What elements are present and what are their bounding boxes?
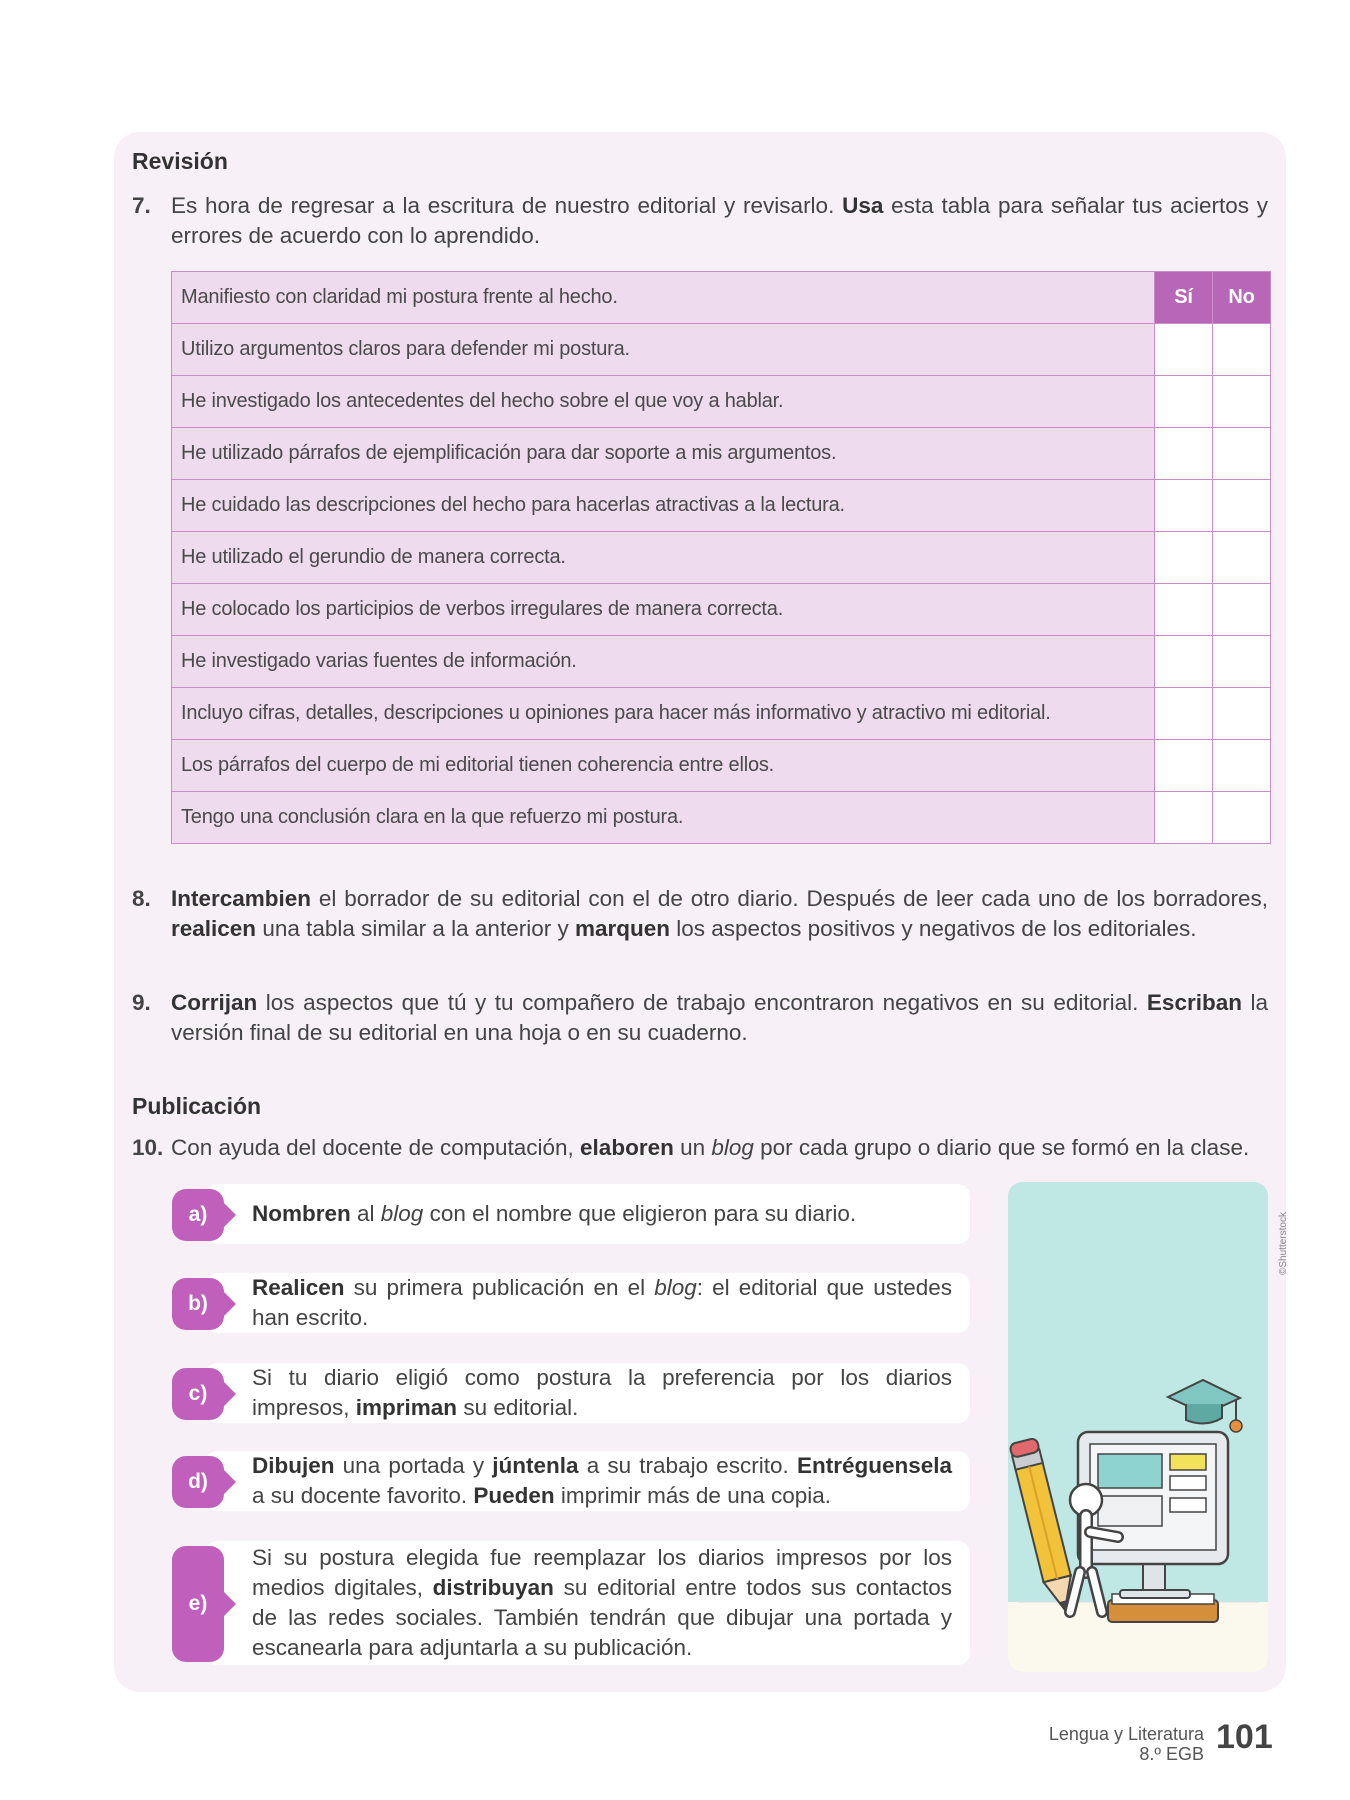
criterion-cell: Incluyo cifras, detalles, descripciones u opiniones para hacer más informativo y atractivo mi editorial. xyxy=(172,688,1155,740)
activity-text-b: Realicen su primera publicación en el blog: el editorial que ustedes han escrito. xyxy=(252,1275,952,1330)
checkbox-si[interactable] xyxy=(1155,428,1213,480)
image-credit: ©Shutterstock xyxy=(1278,1212,1289,1275)
checkbox-si[interactable] xyxy=(1155,740,1213,792)
checkbox-no[interactable] xyxy=(1213,532,1271,584)
item-number: 10. xyxy=(132,1135,164,1160)
checkbox-no[interactable] xyxy=(1213,324,1271,376)
checkbox-si[interactable] xyxy=(1155,584,1213,636)
checkbox-no[interactable] xyxy=(1213,480,1271,532)
activity-text-a: Nombren al blog con el nombre que eligieron para su diario. xyxy=(252,1201,857,1226)
header-no: No xyxy=(1213,272,1271,324)
section-heading-revision: Revisión xyxy=(132,148,228,174)
activity-text-e: Si su postura elegida fue reemplazar los diarios impresos por los medios digitales, distribuyan su editorial entre todos sus contactos de las redes sociales. También tendrán que dibujar una portada y escanearla para adjuntarla a su publicación. xyxy=(252,1545,952,1660)
table-row xyxy=(172,376,1271,428)
table-row xyxy=(172,532,1271,584)
criterion-cell: He utilizado el gerundio de manera correcta. xyxy=(172,532,1155,584)
activity-badge-b: b) xyxy=(172,1278,224,1330)
checkbox-si[interactable] xyxy=(1155,636,1213,688)
criterion-cell: He colocado los participios de verbos irregulares de manera correcta. xyxy=(172,584,1155,636)
item-number: 8. xyxy=(132,886,151,911)
criterion-cell: He utilizado párrafos de ejemplificación para dar soporte a mis argumentos. xyxy=(172,428,1155,480)
activity-badge-a: a) xyxy=(172,1189,224,1241)
checkbox-no[interactable] xyxy=(1213,688,1271,740)
table-row xyxy=(172,584,1271,636)
criterion-cell: Utilizo argumentos claros para defender mi postura. xyxy=(172,324,1155,376)
criterion-cell: He investigado varias fuentes de información. xyxy=(172,636,1155,688)
checkbox-si[interactable] xyxy=(1155,324,1213,376)
item-number: 9. xyxy=(132,990,151,1015)
table-row xyxy=(172,272,1271,324)
table-row xyxy=(172,740,1271,792)
item-9: 9. Corrijan los aspectos que tú y tu compañero de trabajo encontraron negativos en su editorial. Escriban la versión final de su editorial en una hoja o en su cuaderno. xyxy=(132,990,1269,1045)
page-number: 101 xyxy=(1216,1718,1273,1756)
activity-badge-d: d) xyxy=(172,1456,224,1508)
activity-text-c: Si tu diario eligió como postura la preferencia por los diarios impresos, impriman su editorial. xyxy=(252,1365,952,1420)
checkbox-si[interactable] xyxy=(1155,688,1213,740)
item-7: 7. Es hora de regresar a la escritura de nuestro editorial y revisarlo. Usa esta tabla para señalar tus aciertos y errores de acuerdo con lo aprendido. xyxy=(132,193,1268,248)
table-row xyxy=(172,428,1271,480)
activity-badge-c: c) xyxy=(172,1368,224,1420)
checkbox-no[interactable] xyxy=(1213,376,1271,428)
footer-grade-text: 8.º EGB xyxy=(1139,1744,1204,1764)
blog-illustration xyxy=(1008,1182,1268,1672)
criterion-cell: He cuidado las descripciones del hecho para hacerlas atractivas a la lectura. xyxy=(172,480,1155,532)
activity-text-d: Dibujen una portada y júntenla a su trabajo escrito. Entréguensela a su docente favorito. Pueden imprimir más de una copia. xyxy=(252,1453,953,1508)
item-8: 8. Intercambien el borrador de su editorial con el de otro diario. Después de leer cada uno de los borradores, realicen una tabla similar a la anterior y marquen los aspectos positivos y negativos de los editoriales. xyxy=(132,886,1268,941)
checkbox-no[interactable] xyxy=(1213,636,1271,688)
criterion-cell: Los párrafos del cuerpo de mi editorial tienen coherencia entre ellos. xyxy=(172,740,1155,792)
criterion-cell: Manifiesto con claridad mi postura frente al hecho. xyxy=(172,272,1155,324)
checkbox-si[interactable] xyxy=(1155,376,1213,428)
footer-subject-text: Lengua y Literatura xyxy=(1048,1724,1204,1744)
header-si: Sí xyxy=(1155,272,1213,324)
criterion-cell: Tengo una conclusión clara en la que refuerzo mi postura. xyxy=(172,792,1155,844)
table-row xyxy=(172,792,1271,844)
checkbox-si[interactable] xyxy=(1155,480,1213,532)
table-row xyxy=(172,324,1271,376)
checkbox-si[interactable] xyxy=(1155,532,1213,584)
table-row xyxy=(172,688,1271,740)
table-row xyxy=(172,636,1271,688)
activity-badge-e: e) xyxy=(172,1546,224,1662)
checkbox-no[interactable] xyxy=(1213,584,1271,636)
item-number: 7. xyxy=(132,193,151,218)
table-row xyxy=(172,480,1271,532)
section-heading-publicacion: Publicación xyxy=(132,1093,262,1119)
checkbox-no[interactable] xyxy=(1213,428,1271,480)
student-computer-illustration xyxy=(1008,1182,1268,1672)
self-assessment-table xyxy=(171,271,1271,844)
checkbox-no[interactable] xyxy=(1213,740,1271,792)
item-10: 10. Con ayuda del docente de computación, elaboren un blog por cada grupo o diario que se formó en la clase. xyxy=(171,1133,1268,1163)
criterion-cell: He investigado los antecedentes del hecho sobre el que voy a hablar. xyxy=(172,376,1155,428)
footer-subject xyxy=(1049,1724,1204,1764)
checkbox-si[interactable] xyxy=(1155,792,1213,844)
checkbox-no[interactable] xyxy=(1213,792,1271,844)
